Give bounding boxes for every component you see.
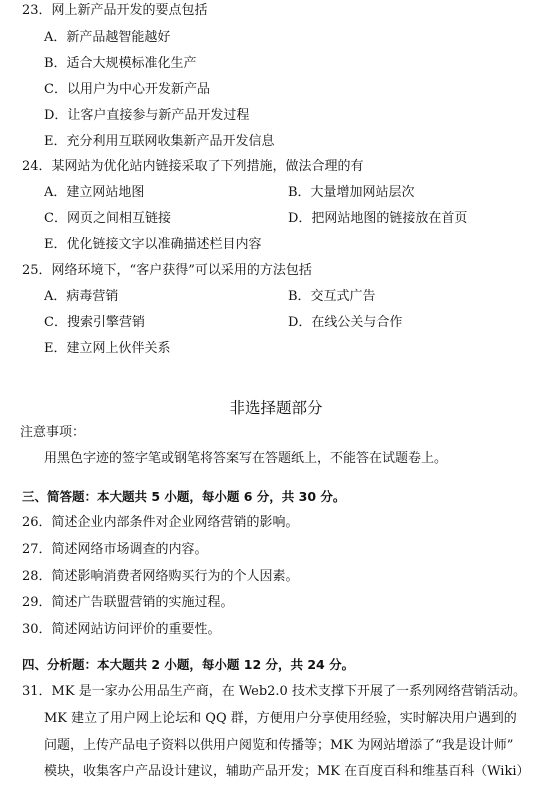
q24-option-a: A．建立网站地图 xyxy=(44,185,145,200)
question-30: 30．简述网站访问评价的重要性。 xyxy=(22,622,221,637)
question-31-line-3: 问题，上传产品电子资料以供用户阅览和传播等；MK 为网站增添了“我是设计师” xyxy=(44,738,514,753)
section-4-heading: 四、分析题：本大题共 2 小题，每小题 12 分，共 24 分。 xyxy=(22,657,355,672)
question-31-line-2: MK 建立了用户网上论坛和 QQ 群，方便用户分享使用经验，实时解决用户遇到的 xyxy=(44,711,517,726)
question-29: 29．简述广告联盟营销的实施过程。 xyxy=(22,595,234,610)
section-title: 非选择题部分 xyxy=(229,399,323,417)
note-label: 注意事项： xyxy=(20,425,86,440)
question-25-stem: 25．网络环境下，“客户获得”可以采用的方法包括 xyxy=(22,263,312,278)
q23-option-a: A．新产品越智能越好 xyxy=(44,30,171,45)
section-3-heading: 三、简答题：本大题共 5 小题，每小题 6 分，共 30 分。 xyxy=(22,489,346,504)
q23-option-c: C．以用户为中心开发新产品 xyxy=(44,82,210,97)
q23-option-e: E．充分利用互联网收集新产品开发信息 xyxy=(44,134,275,149)
q25-option-b: B．交互式广告 xyxy=(288,289,376,304)
note-text: 用黑色字迹的签字笔或钢笔将答案写在答题纸上，不能答在试题卷上。 xyxy=(44,451,448,466)
question-27: 27．简述网络市场调查的内容。 xyxy=(22,542,208,557)
q23-option-b: B．适合大规模标准化生产 xyxy=(44,56,197,71)
q25-option-d: D．在线公关与合作 xyxy=(288,315,403,330)
q24-option-e: E．优化链接文字以准确描述栏目内容 xyxy=(44,237,262,252)
q23-option-d: D．让客户直接参与新产品开发过程 xyxy=(44,108,250,123)
question-24-stem: 24．某网站为优化站内链接采取了下列措施，做法合理的有 xyxy=(22,159,364,174)
q24-option-c: C．网页之间相互链接 xyxy=(44,211,171,226)
q25-option-a: A．病毒营销 xyxy=(44,289,119,304)
question-23-stem: 23．网上新产品开发的要点包括 xyxy=(22,3,208,18)
question-31-first-line: 31．MK 是一家办公用品生产商，在 Web2.0 技术支撑下开展了一系列网络营销活动。 xyxy=(22,684,526,699)
question-28: 28．简述影响消费者网络购买行为的个人因素。 xyxy=(22,569,299,584)
q24-option-b: B．大量增加网站层次 xyxy=(288,185,415,200)
q25-option-e: E．建立网上伙伴关系 xyxy=(44,341,171,356)
q25-option-c: C．搜索引擎营销 xyxy=(44,315,145,330)
q24-option-d: D．把网站地图的链接放在首页 xyxy=(288,211,468,226)
question-26: 26．简述企业内部条件对企业网络营销的影响。 xyxy=(22,515,299,530)
question-31-line-4: 模块，收集客户产品设计建议，辅助产品开发；MK 在百度百科和维基百科（Wiki） xyxy=(44,764,530,779)
